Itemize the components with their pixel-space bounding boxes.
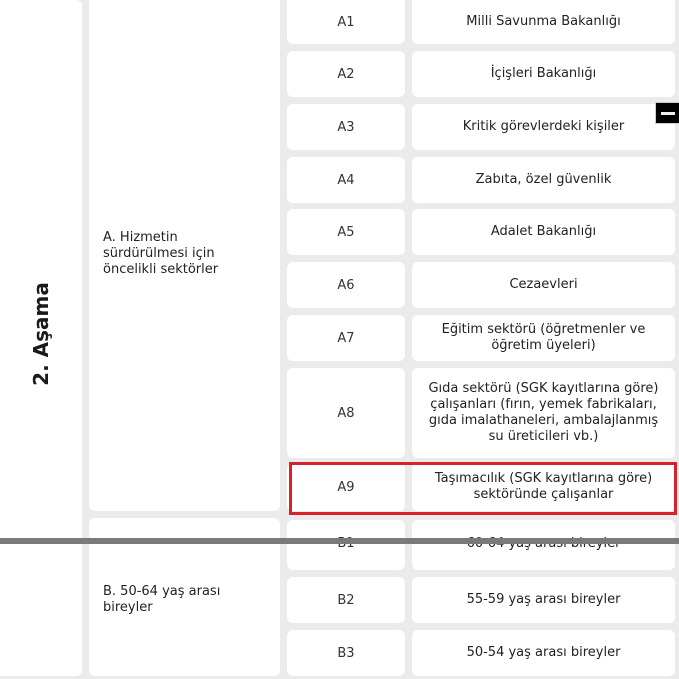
code-cell bbox=[287, 104, 405, 150]
desc-cell bbox=[412, 368, 675, 458]
code-cell bbox=[287, 368, 405, 458]
row-code: A8 bbox=[337, 405, 355, 421]
code-cell bbox=[287, 577, 405, 623]
code-cell bbox=[287, 630, 405, 676]
code-cell bbox=[287, 262, 405, 308]
row-desc: İçişleri Bakanlığı bbox=[490, 66, 597, 81]
code-cell bbox=[287, 520, 405, 570]
highlight-box bbox=[289, 462, 677, 515]
code-cell bbox=[287, 315, 405, 361]
row-desc: Zabıta, özel güvenlik bbox=[475, 172, 612, 187]
desc-cell bbox=[412, 520, 675, 570]
row-desc: Kritik görevlerdeki kişiler bbox=[462, 119, 625, 134]
desc-cell bbox=[412, 157, 675, 203]
desc-cell bbox=[412, 315, 675, 361]
desc-cell bbox=[412, 0, 675, 44]
row-desc: Cezaevleri bbox=[509, 277, 578, 292]
desc-cell bbox=[412, 630, 675, 676]
row-desc: Adalet Bakanlığı bbox=[490, 224, 597, 239]
row-code: A7 bbox=[337, 330, 355, 346]
desc-cell bbox=[412, 104, 675, 150]
sector-b-label: B. 50-64 yaş arası bireyler bbox=[103, 584, 221, 615]
code-cell bbox=[287, 157, 405, 203]
desc-cell bbox=[412, 577, 675, 623]
row-code: A1 bbox=[337, 14, 355, 30]
row-desc: 50-54 yaş arası bireyler bbox=[466, 645, 621, 660]
desc-cell bbox=[412, 51, 675, 97]
row-desc: Milli Savunma Bakanlığı bbox=[466, 14, 621, 29]
divider-line bbox=[0, 538, 679, 544]
row-code: A3 bbox=[337, 119, 355, 135]
desc-cell bbox=[412, 209, 675, 255]
code-cell bbox=[287, 0, 405, 44]
side-tab-mark bbox=[661, 112, 675, 115]
row-code: B2 bbox=[337, 592, 355, 608]
sector-a-cell bbox=[89, 0, 280, 511]
row-code: A4 bbox=[337, 172, 355, 188]
row-desc: Gıda sektörü (SGK kayıtlarına göre) çalışanları (fırın, yemek fabrikaları, gıda imalathaneleri, ambalajlanmış su üreticileri vb.) bbox=[428, 381, 659, 444]
row-code: A5 bbox=[337, 224, 355, 240]
row-code: A9 bbox=[337, 479, 355, 495]
stage-column bbox=[0, 0, 82, 676]
side-tab-icon[interactable] bbox=[655, 102, 679, 124]
desc-cell bbox=[412, 262, 675, 308]
row-desc: Eğitim sektörü (öğretmenler ve öğretim üyeleri) bbox=[441, 322, 646, 353]
row-code: B3 bbox=[337, 645, 355, 661]
stage-title: 2. Aşama bbox=[29, 282, 53, 386]
row-code: A2 bbox=[337, 66, 355, 82]
code-cell bbox=[287, 51, 405, 97]
code-cell bbox=[287, 209, 405, 255]
row-desc: 55-59 yaş arası bireyler bbox=[466, 592, 621, 607]
sector-a-label: A. Hizmetin sürdürülmesi için öncelikli sektörler bbox=[103, 230, 219, 277]
row-code: A6 bbox=[337, 277, 355, 293]
row-desc: Taşımacılık (SGK kayıtlarına göre) sektöründe çalışanlar bbox=[434, 471, 653, 502]
